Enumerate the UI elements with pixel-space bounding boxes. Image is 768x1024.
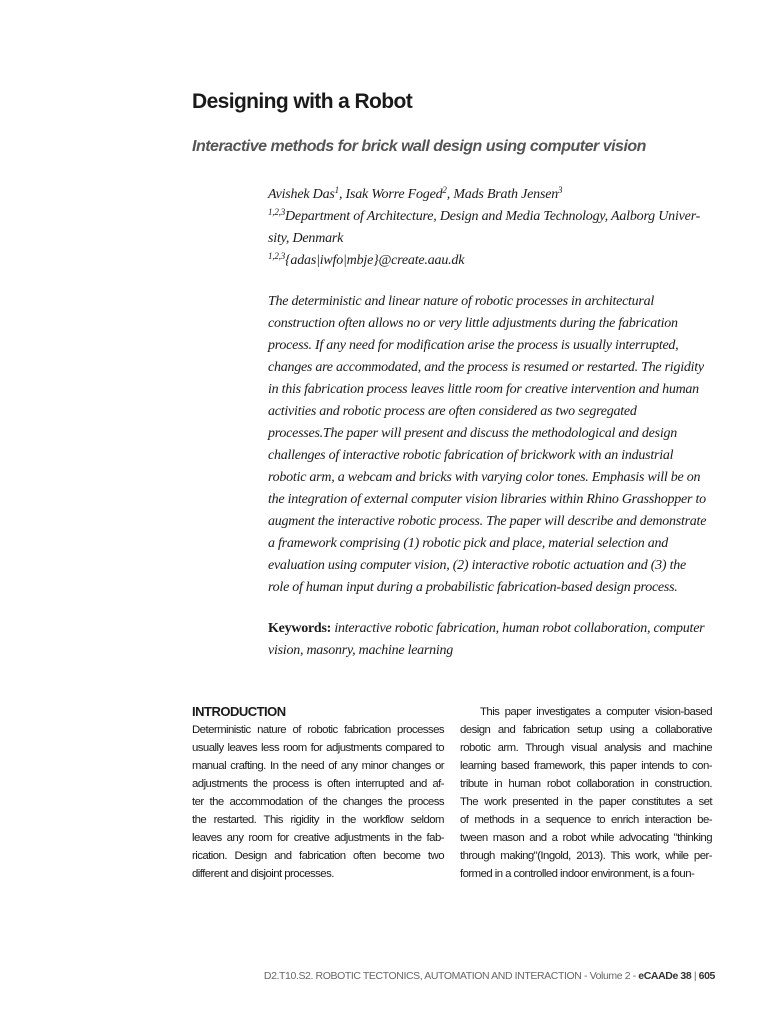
footer-conference: eCAADe 38: [638, 970, 692, 982]
right-column: [460, 703, 712, 883]
author-sup: 3: [558, 185, 563, 195]
abstract: [268, 291, 718, 599]
body-line: ter the accommodation of the changes the process: [192, 796, 444, 808]
section-heading: INTRODUCTION: [192, 704, 286, 719]
paper-subtitle: Interactive methods for brick wall design using computer vision: [192, 138, 646, 155]
body-line: design and fabrication setup using a collaborative: [460, 724, 712, 736]
body-line: adjustments the process is often interrupted and af-: [192, 778, 444, 790]
abstract-line: challenges of interactive robotic fabrication of brickwork with an industrial: [268, 448, 674, 463]
keywords-text: interactive robotic fabrication, human robot collaboration, computer: [334, 621, 705, 636]
author-sup: 2: [442, 185, 447, 195]
affiliation-text: Department of Architecture, Design and Media Technology, Aalborg Univer-: [285, 209, 701, 224]
abstract-line: the integration of external computer vision libraries within Rhino Grasshopper to: [268, 492, 706, 507]
body-line: tween mason and a robot while advocating "thinking: [460, 832, 712, 844]
body-line: different and disjoint processes.: [192, 868, 334, 880]
paper-title: Designing with a Robot: [192, 90, 413, 113]
body-line: leaves any room for creative adjustments in the fab-: [192, 832, 444, 844]
abstract-line: evaluation using computer vision, (2) interactive robotic actuation and (3) the: [268, 558, 686, 573]
author-sep: ,: [446, 187, 454, 202]
abstract-line: process. If any need for modification arise the process is usually interrupted,: [268, 338, 679, 353]
keywords-block: [268, 618, 718, 662]
body-line: Deterministic nature of robotic fabrication processes: [192, 724, 444, 736]
affiliation-line: sity, Denmark: [268, 231, 344, 246]
abstract-line: role of human input during a probabilistic fabrication-based design process.: [268, 580, 678, 595]
author-sep: ,: [338, 187, 346, 202]
affiliation-line: [268, 206, 718, 228]
author-email: {adas|iwfo|mbje}@create.aau.dk: [285, 253, 465, 268]
left-column: [192, 703, 444, 883]
body-line: the restarted. This rigidity in the workflow seldom: [192, 814, 444, 826]
page-number: 605: [698, 970, 715, 982]
author-block: [268, 184, 718, 272]
abstract-line: activities and robotic process are often considered as two segregated: [268, 404, 637, 419]
body-line: learning based framework, this paper intends to con-: [460, 760, 712, 772]
email-line: [268, 250, 718, 272]
left-body: [192, 721, 444, 883]
body-line: tribute in human robot collaboration in construction.: [460, 778, 712, 790]
author-name: Mads Brath Jensen: [453, 187, 559, 202]
keywords-line: vision, masonry, machine learning: [268, 643, 454, 658]
author-names: [268, 184, 718, 206]
keywords-label: Keywords:: [268, 621, 332, 636]
abstract-line: construction often allows no or very little adjustments during the fabrication: [268, 316, 678, 331]
page-footer: [264, 970, 715, 982]
abstract-line: The deterministic and linear nature of robotic processes in architectural: [268, 294, 655, 309]
body-line: through making"(Ingold, 2013). This work, while per-: [460, 850, 712, 862]
right-body: [460, 703, 712, 883]
abstract-line: a framework comprising (1) robotic pick and place, material selection and: [268, 536, 668, 551]
affiliation-sup: 1,2,3: [268, 207, 286, 217]
body-line: formed in a controlled indoor environment, is a foun-: [460, 868, 695, 880]
body-line: rication. Design and fabrication often become two: [192, 850, 444, 862]
abstract-line: processes.The paper will present and discuss the methodological and design: [268, 426, 677, 441]
author-name: Avishek Das: [268, 187, 335, 202]
footer-track: D2.T10.S2. ROBOTIC TECTONICS, AUTOMATION AND INTERACTION - Volume 2 -: [263, 970, 639, 982]
keywords-line: [268, 618, 718, 640]
author-sup: 1: [334, 185, 339, 195]
footer-separator: |: [691, 970, 699, 982]
author-name: Isak Worre Foged: [345, 187, 443, 202]
body-line: of methods in a sequence to enrich interaction be-: [460, 814, 712, 826]
abstract-line: in this fabrication process leaves little room for creative intervention and human: [268, 382, 699, 397]
abstract-line: changes are accommodated, and the process is resumed or restarted. The rigidity: [268, 360, 704, 375]
body-line: The work presented in the paper constitutes a set: [460, 796, 712, 808]
body-line: robotic arm. Through visual analysis and machine: [460, 742, 712, 754]
body-line: usually leaves less room for adjustments compared to: [192, 742, 444, 754]
body-line: This paper investigates a computer vision-based: [480, 706, 712, 718]
abstract-line: augment the interactive robotic process. The paper will describe and demonstrate: [268, 514, 707, 529]
email-sup: 1,2,3: [268, 251, 286, 261]
abstract-line: robotic arm, a webcam and bricks with varying color tones. Emphasis will be on: [268, 470, 701, 485]
body-line: manual crafting. In the need of any minor changes or: [192, 760, 444, 772]
